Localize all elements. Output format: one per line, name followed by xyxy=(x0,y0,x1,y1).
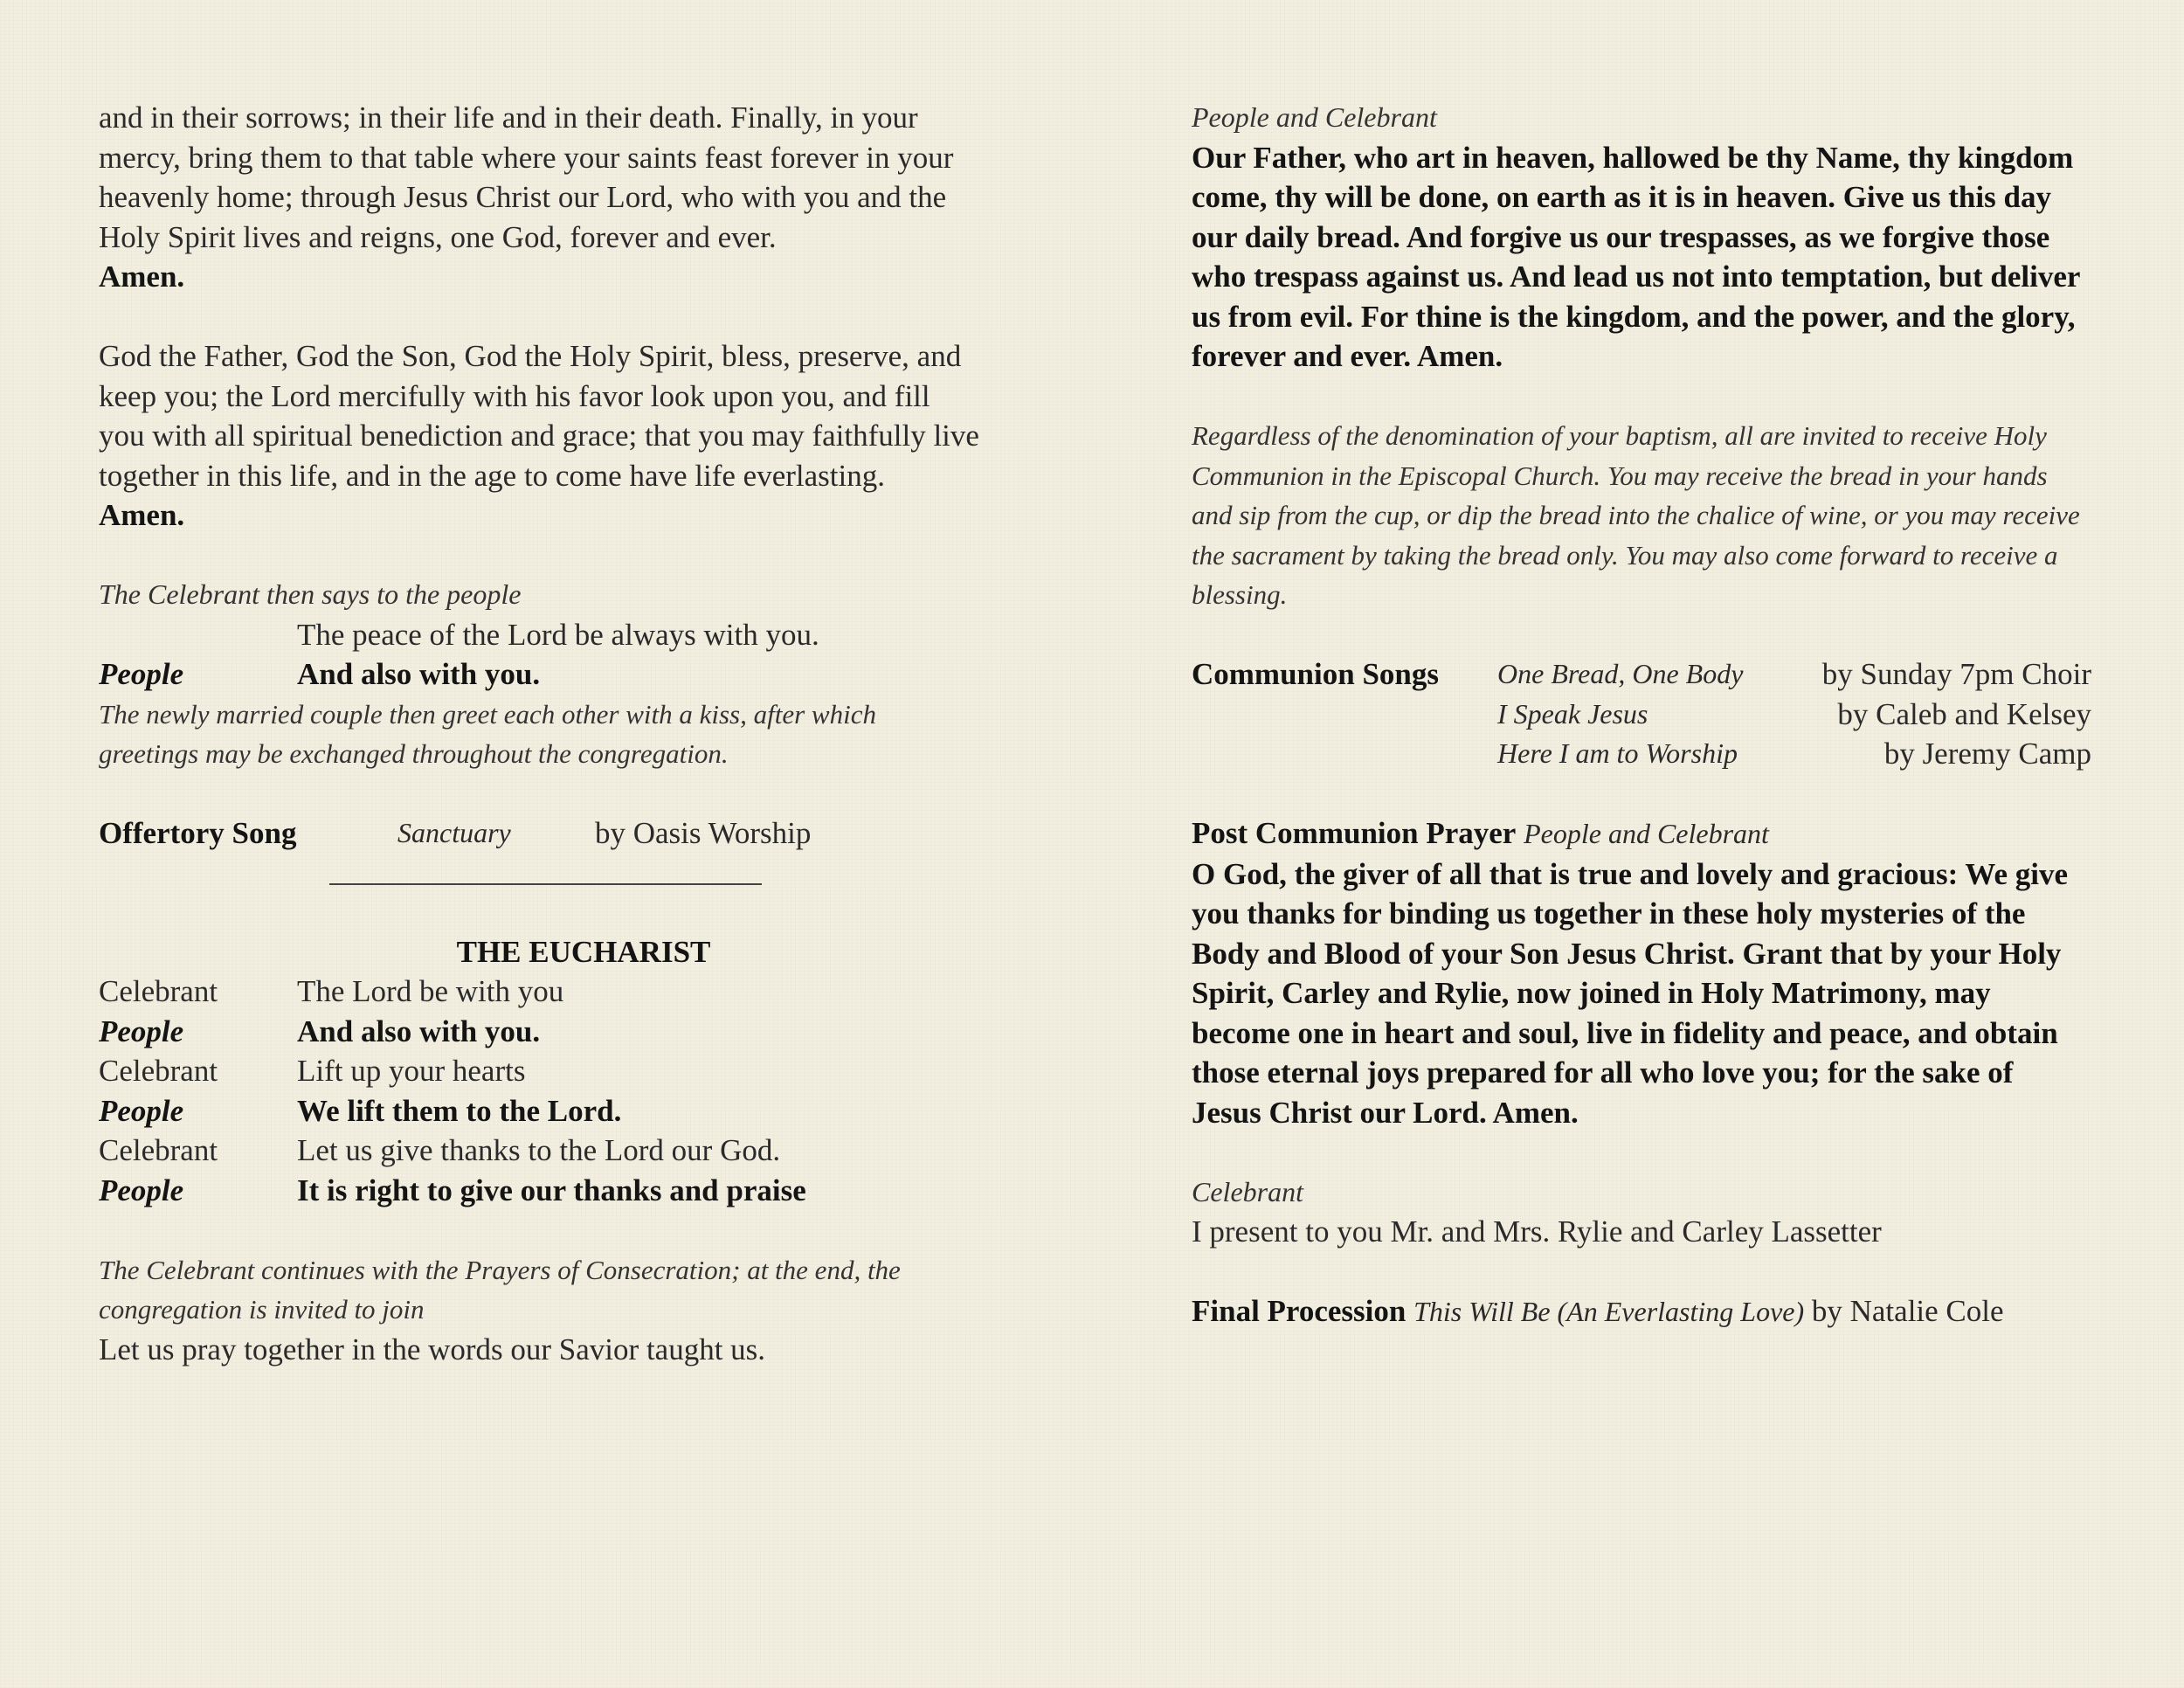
communion-song-artist: by Sunday 7pm Choir xyxy=(1821,657,2091,691)
dialogue-row xyxy=(99,1012,999,1052)
eucharist-heading: THE EUCHARIST xyxy=(456,934,711,969)
dialogue-text: The Lord be with you xyxy=(297,974,564,1008)
dialogue-text: We lift them to the Lord. xyxy=(297,1093,622,1128)
communion-song-artist: by Caleb and Kelsey xyxy=(1837,696,2091,731)
dialogue-text: Lift up your hearts xyxy=(297,1054,526,1088)
blessing-text: God the Father, God the Son, God the Holy Spirit, bless, preserve, and keep you; the Lord mercifully with his favor look upon you, and fill you with all spiritual benediction and grace; that you may faithfully live together in this life, and in the age to come have life everlasting. xyxy=(99,339,979,493)
role-label: Celebrant xyxy=(99,1054,218,1088)
offertory-song: Sanctuary xyxy=(397,817,511,848)
role-label: People xyxy=(99,1093,184,1128)
eucharist-dialogue xyxy=(99,972,999,1210)
divider xyxy=(329,883,762,885)
prayer-text: and in their sorrows; in their life and in their death. Finally, in your mercy, bring them to that table where your saints feast forever in your heavenly home; through Jesus Christ our Lord, who with you and the Holy Spirit lives and reigns, one God, forever and ever. xyxy=(99,100,954,254)
prayer-amen: Amen. xyxy=(99,259,185,294)
role-label: People xyxy=(99,1013,184,1048)
offertory-label: Offertory Song xyxy=(99,816,297,850)
lords-prayer: Our Father, who art in heaven, hallowed be thy Name, thy kingdom come, thy will be done, on earth as it is in heaven. Give us this day our daily bread. And forgive us our trespasses, as we forgive those who trespass against us. And lead us not into temptation, but deliver us from evil. For thine is the kingdom, and the power, and the glory, forever and ever. Amen. xyxy=(1192,140,2080,373)
post-communion-rubric: People and Celebrant xyxy=(1524,818,1769,849)
blessing-amen: Amen. xyxy=(99,498,185,532)
lords-prayer-rubric: People and Celebrant xyxy=(1192,101,1437,133)
final-procession xyxy=(1192,1291,2091,1332)
dialogue-text: Let us give thanks to the Lord our God. xyxy=(297,1133,781,1167)
offertory-line xyxy=(99,813,999,854)
dialogue-row xyxy=(99,972,999,1012)
post-communion-heading xyxy=(1192,813,2091,854)
dialogue-text: It is right to give our thanks and praise xyxy=(297,1173,806,1207)
pray-together: Let us pray together in the words our Savior taught us. xyxy=(99,1332,766,1366)
communion-songs xyxy=(1192,654,2091,774)
final-label: Final Procession xyxy=(1192,1294,1406,1328)
role-label: People xyxy=(99,657,184,691)
dialogue-text: And also with you. xyxy=(297,1013,541,1048)
presentation-role: Celebrant xyxy=(1192,1175,1303,1207)
peace-rubric: The Celebrant then says to the people xyxy=(99,578,522,610)
final-song: This Will Be (An Everlasting Love) xyxy=(1413,1296,1805,1327)
empty-role xyxy=(99,615,297,655)
dialogue-row xyxy=(99,1091,999,1131)
prayer-ending xyxy=(99,98,981,297)
dialogue-row xyxy=(99,1051,999,1091)
communion-label: Communion Songs xyxy=(1192,657,1440,691)
role-label: Celebrant xyxy=(99,1133,218,1167)
communion-song-title: One Bread, One Body xyxy=(1497,658,1744,689)
post-communion-prayer: O God, the giver of all that is true and lovely and gracious: We give you thanks for binding us together in these holy mysteries of the Body and Blood of your Son Jesus Christ. Grant that by your Holy Spirit, Carley and Rylie, now joined in Holy Matrimony, may become one in heart and soul, live in fidelity and peace, and obtain those eternal joys prepared for all who love you; for the sake of Jesus Christ our Lord. Amen. xyxy=(1192,856,2069,1130)
post-communion-label: Post Communion Prayer xyxy=(1192,816,1517,850)
left-page xyxy=(99,98,999,1369)
blessing xyxy=(99,336,981,536)
offertory-by: by Oasis Worship xyxy=(595,816,812,850)
peace-people-line xyxy=(99,654,999,695)
dialogue-row xyxy=(99,1131,999,1171)
role-label: People xyxy=(99,1173,184,1207)
communion-note: Regardless of the denomination of your baptism, all are invited to receive Holy Communion in the Episcopal Church. You may receive the bread in your hands and sip from the cup, or dip the bread into the chalice of wine, or you may receive the sacrament by taking the bread only. You may also come forward to receive a blessing. xyxy=(1192,420,2080,610)
dialogue-row xyxy=(99,1171,999,1211)
final-by: by Natalie Cole xyxy=(1811,1294,2004,1328)
presentation: I present to you Mr. and Mrs. Rylie and Carley Lassetter xyxy=(1192,1214,1882,1249)
right-page xyxy=(1192,98,2091,1332)
communion-song-artist: by Jeremy Camp xyxy=(1883,737,2091,771)
role-label: Celebrant xyxy=(99,974,218,1008)
communion-artists xyxy=(1786,654,2091,774)
peace-celebrant-line xyxy=(99,615,999,655)
communion-song-title: I Speak Jesus xyxy=(1497,697,1648,730)
peace-people-text: And also with you. xyxy=(297,657,541,691)
kiss-rubric: The newly married couple then greet each other with a kiss, after which greetings may be exchanged throughout the congregation. xyxy=(99,698,876,769)
communion-titles xyxy=(1497,654,1786,774)
communion-song-title: Here I am to Worship xyxy=(1497,737,1738,769)
peace-celebrant-text: The peace of the Lord be always with you. xyxy=(297,617,819,652)
consecration-rubric: The Celebrant continues with the Prayers of Consecration; at the end, the congregation is invited to join xyxy=(99,1254,901,1325)
